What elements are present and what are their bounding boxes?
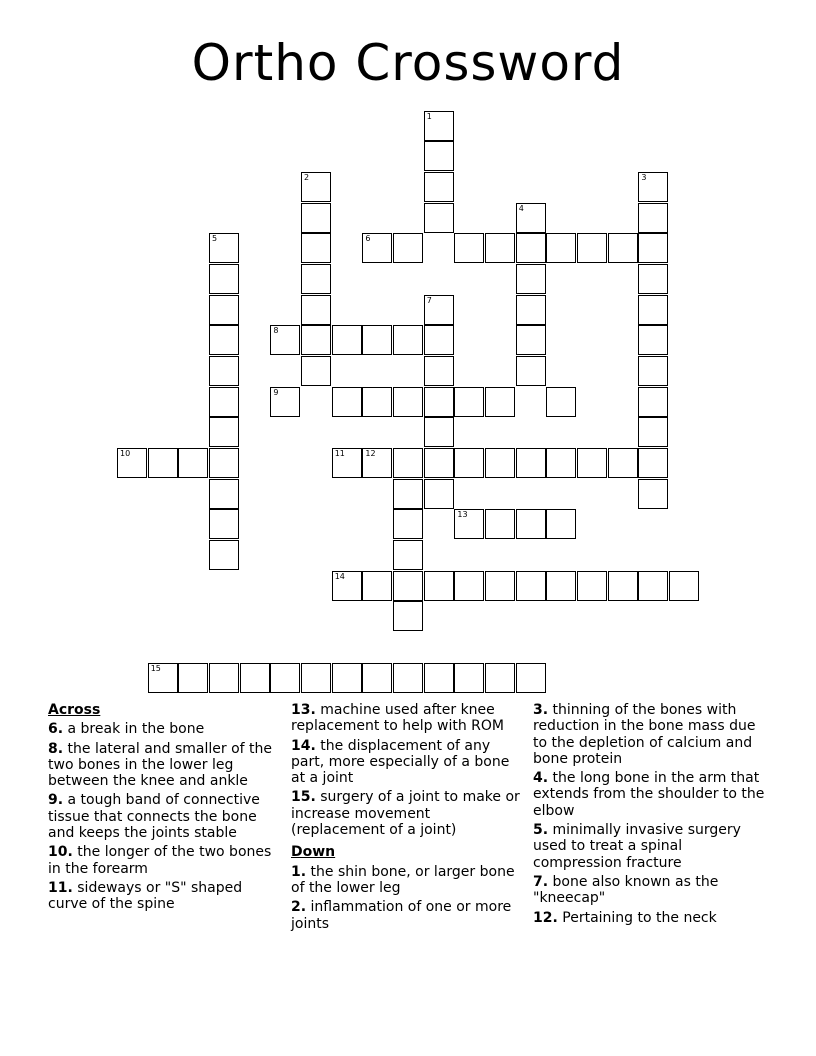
grid-cell[interactable] (362, 233, 392, 263)
grid-cell[interactable] (424, 325, 454, 355)
grid-cell[interactable] (638, 264, 668, 294)
clue-across-11: 11. sideways or "S" shaped curve of the spine (48, 879, 243, 913)
grid-cell[interactable] (393, 448, 423, 478)
clue-number: 9 (273, 387, 279, 397)
grid-cell[interactable] (362, 387, 392, 417)
grid-cell[interactable] (209, 295, 239, 325)
grid-cell[interactable] (301, 663, 331, 693)
grid-cell[interactable] (393, 663, 423, 693)
grid-cell[interactable] (424, 356, 454, 386)
grid-cell[interactable] (424, 387, 454, 417)
grid-cell[interactable] (485, 387, 515, 417)
grid-cell[interactable] (270, 387, 300, 417)
grid-cell[interactable] (485, 448, 515, 478)
clue-down-12: 12. Pertaining to the neck (533, 909, 717, 926)
clue-number: 3 (641, 173, 647, 182)
grid-cell[interactable] (485, 571, 515, 601)
clue-number: 8 (273, 326, 279, 336)
grid-cell[interactable] (301, 264, 331, 294)
grid-cell[interactable] (485, 663, 515, 693)
clue-across-10: 10. the longer of the two bones in the forearm (48, 844, 272, 877)
grid-cell[interactable] (424, 571, 454, 601)
grid-cell[interactable] (209, 509, 239, 539)
grid-cell[interactable] (332, 448, 362, 478)
grid-cell[interactable] (148, 663, 178, 693)
grid-cell[interactable] (393, 233, 423, 263)
grid-cell[interactable] (485, 509, 515, 539)
grid-cell[interactable] (332, 387, 362, 417)
grid-cell[interactable] (424, 172, 454, 202)
grid-cell[interactable] (209, 325, 239, 355)
grid-cell[interactable] (424, 479, 454, 509)
grid-cell[interactable] (577, 448, 607, 478)
clue-number: 1 (426, 111, 432, 121)
grid-cell[interactable] (178, 663, 208, 693)
grid-cell[interactable] (424, 417, 454, 447)
grid-cell[interactable] (638, 387, 668, 417)
clue-number: 13 (457, 510, 468, 520)
clue-across-15: 15. surgery of a joint to make or increase movement (replacement of a joint) (291, 789, 520, 839)
grid-cell[interactable] (608, 233, 638, 263)
grid-cell[interactable] (301, 325, 331, 355)
clue-across-13: 13. machine used after knee replacement to help with ROM (291, 702, 504, 735)
grid-cell[interactable] (516, 448, 546, 478)
clue-across-8: 8. the lateral and smaller of the two bones in the lower leg between the knee and ankle (48, 740, 273, 790)
grid-cell[interactable] (393, 387, 423, 417)
grid-cell[interactable] (454, 448, 484, 478)
grid-cell[interactable] (393, 571, 423, 601)
grid-cell[interactable] (424, 295, 454, 325)
grid-cell[interactable] (393, 325, 423, 355)
clue-number: 5 (212, 234, 218, 244)
clues-column-1 (48, 702, 280, 916)
grid-cell[interactable] (332, 325, 362, 355)
grid-cell[interactable] (485, 233, 515, 263)
grid-cell[interactable] (546, 571, 576, 601)
grid-cell[interactable] (178, 448, 208, 478)
clues-column-2 (291, 702, 523, 935)
grid-cell[interactable] (638, 479, 668, 509)
clue-number: 7 (426, 295, 432, 305)
grid-cell[interactable] (638, 295, 668, 325)
grid-cell[interactable] (454, 509, 484, 539)
grid-cell[interactable] (424, 663, 454, 693)
grid-cell[interactable] (148, 448, 178, 478)
grid-cell[interactable] (362, 448, 392, 478)
grid-cell[interactable] (209, 479, 239, 509)
grid-cell[interactable] (270, 325, 300, 355)
grid-cell[interactable] (516, 663, 546, 693)
clue-number: 15 (150, 663, 161, 673)
grid-cell[interactable] (638, 417, 668, 447)
clue-number: 6 (365, 234, 371, 244)
clue-number: 2 (304, 173, 310, 182)
grid-cell[interactable] (516, 295, 546, 325)
grid-cell[interactable] (424, 111, 454, 141)
grid-cell[interactable] (362, 325, 392, 355)
grid-cell[interactable] (577, 233, 607, 263)
grid-cell[interactable] (393, 509, 423, 539)
grid-cell[interactable] (638, 172, 668, 202)
page-title: Ortho Crossword (191, 34, 625, 92)
grid-cell[interactable] (393, 601, 423, 631)
clue-number: 14 (334, 571, 345, 581)
grid-cell[interactable] (301, 233, 331, 263)
grid-cell[interactable] (516, 356, 546, 386)
clue-down-1: 1. the shin bone, or larger bone of the lower leg (291, 863, 515, 896)
grid-cell[interactable] (454, 663, 484, 693)
grid-cell[interactable] (638, 203, 668, 233)
grid-cell[interactable] (669, 571, 699, 601)
clues-column-3 (533, 702, 773, 929)
grid-cell[interactable] (424, 141, 454, 171)
grid-cell[interactable] (209, 540, 239, 570)
grid-cell[interactable] (209, 448, 239, 478)
grid-cell[interactable] (516, 325, 546, 355)
grid-cell[interactable] (516, 509, 546, 539)
grid-cell[interactable] (454, 571, 484, 601)
grid-cell[interactable] (332, 571, 362, 601)
grid-cell[interactable] (516, 264, 546, 294)
grid-cell[interactable] (424, 448, 454, 478)
clue-number: 11 (334, 449, 345, 458)
grid-cell[interactable] (209, 663, 239, 693)
clue-down-2: 2. inflammation of one or more joints (291, 899, 512, 932)
grid-cell[interactable] (608, 571, 638, 601)
clue-down-4: 4. the long bone in the arm that extends from the shoulder to the elbow (533, 770, 765, 819)
grid-cell[interactable] (393, 540, 423, 570)
grid-cell[interactable] (209, 264, 239, 294)
grid-cell[interactable] (393, 479, 423, 509)
clue-down-3: 3. thinning of the bones with reduction in the bone mass due to the depletion of calcium and bone protein (533, 702, 756, 767)
grid-cell[interactable] (301, 295, 331, 325)
clue-number: 4 (518, 203, 524, 213)
grid-cell[interactable] (332, 663, 362, 693)
grid-cell[interactable] (209, 233, 239, 263)
grid-cell[interactable] (546, 448, 576, 478)
grid-cell[interactable] (516, 203, 546, 233)
clue-across-9: 9. a tough band of connective tissue that connects the bone and keeps the joints stable (48, 792, 260, 842)
grid-cell[interactable] (362, 571, 392, 601)
grid-cell[interactable] (454, 387, 484, 417)
grid-cell[interactable] (362, 663, 392, 693)
grid-cell[interactable] (117, 448, 147, 478)
grid-cell[interactable] (209, 356, 239, 386)
grid-cell[interactable] (638, 325, 668, 355)
grid-cell[interactable] (240, 663, 270, 693)
clue-number: 10 (120, 449, 131, 458)
clue-across-6: 6. a break in the bone (48, 721, 205, 738)
grid-cell[interactable] (577, 571, 607, 601)
grid-cell[interactable] (516, 233, 546, 263)
across-heading: Across (48, 702, 101, 718)
grid-cell[interactable] (424, 203, 454, 233)
grid-cell[interactable] (301, 203, 331, 233)
clue-down-7: 7. bone also known as the "kneecap" (533, 873, 719, 907)
grid-cell[interactable] (608, 448, 638, 478)
grid-cell[interactable] (301, 172, 331, 202)
grid-cell[interactable] (546, 233, 576, 263)
grid-cell[interactable] (209, 417, 239, 447)
grid-cell[interactable] (638, 448, 668, 478)
grid-cell[interactable] (301, 356, 331, 386)
grid-cell[interactable] (454, 233, 484, 263)
grid-cell[interactable] (638, 356, 668, 386)
grid-cell[interactable] (546, 387, 576, 417)
clue-down-5: 5. minimally invasive surgery used to treat a spinal compression fracture (533, 822, 741, 871)
grid-cell[interactable] (209, 387, 239, 417)
grid-cell[interactable] (516, 571, 546, 601)
grid-cell[interactable] (546, 509, 576, 539)
grid-cell[interactable] (638, 233, 668, 263)
clue-number: 12 (365, 449, 376, 458)
down-heading: Down (291, 844, 336, 861)
clue-across-14: 14. the displacement of any part, more especially of a bone at a joint (291, 737, 510, 787)
grid-cell[interactable] (638, 571, 668, 601)
grid-cell[interactable] (270, 663, 300, 693)
